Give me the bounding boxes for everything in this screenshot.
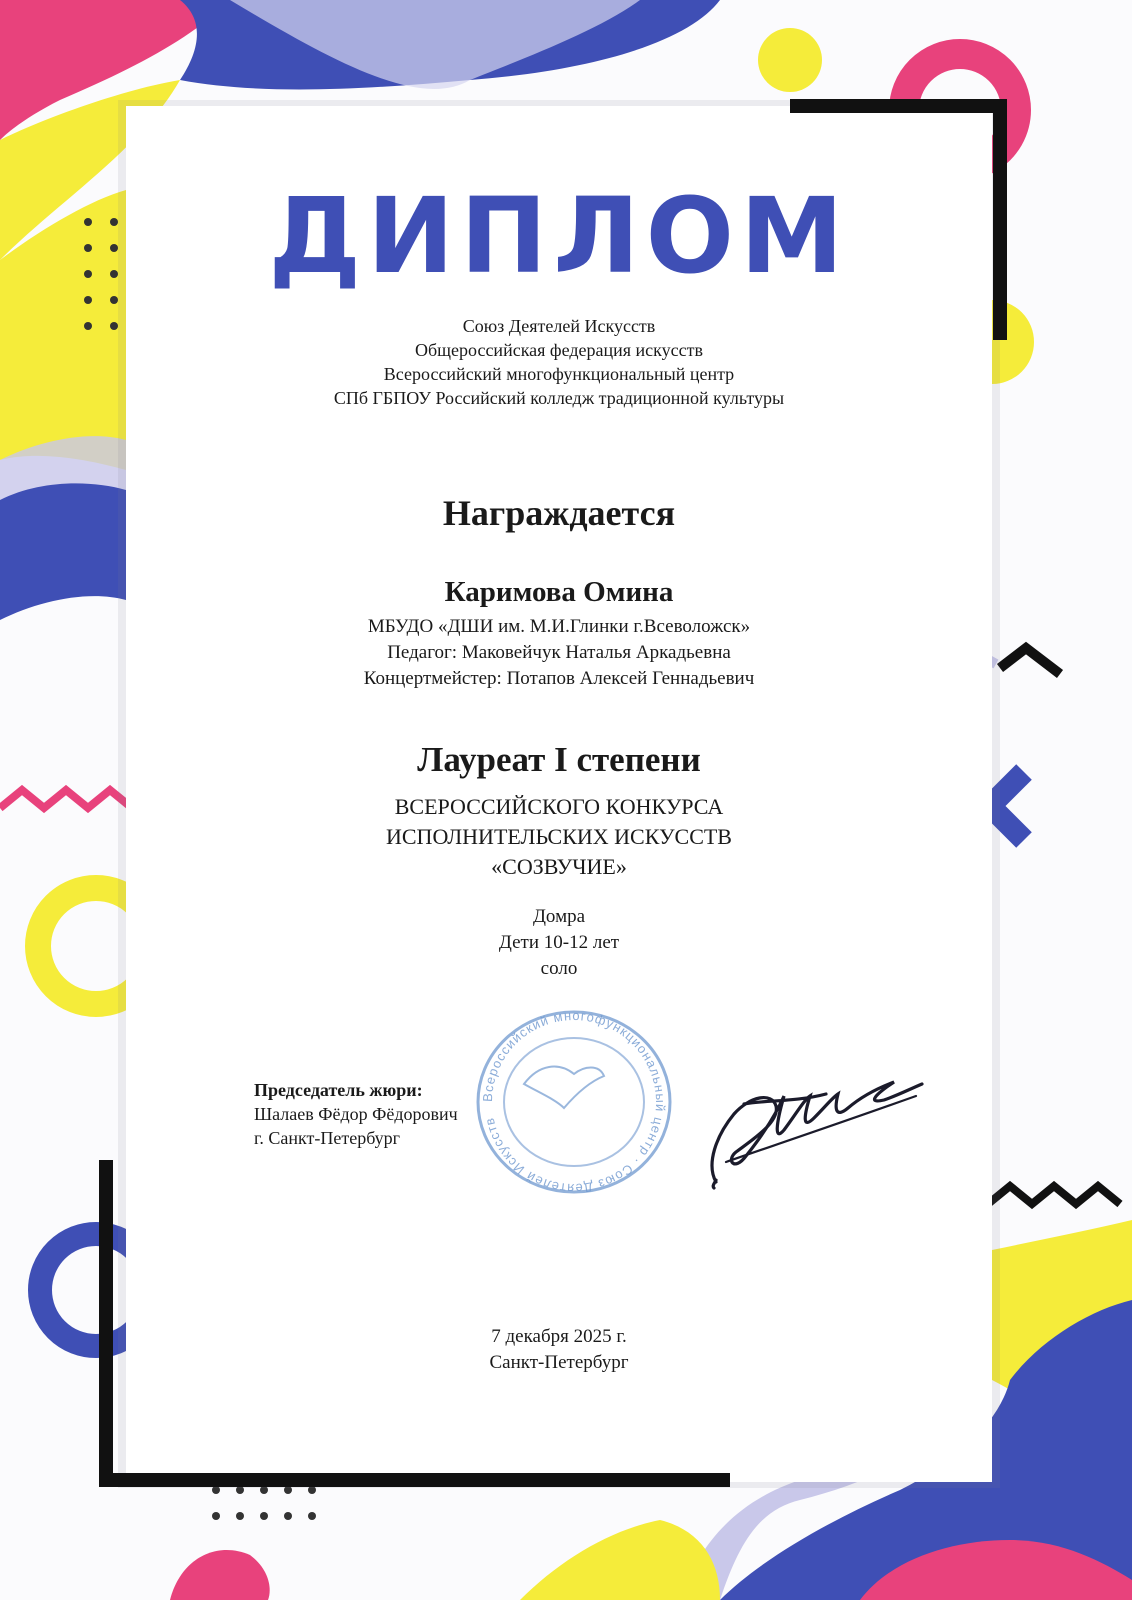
- organization-line: Общероссийская федерация искусств: [415, 340, 703, 360]
- contest-name: [126, 792, 992, 882]
- recipient-name: Каримова Омина: [444, 576, 674, 608]
- awarded-heading: Награждается: [442, 493, 676, 533]
- laureate-degree: Лауреат I степени: [417, 740, 701, 779]
- contest-line: «СОЗВУЧИЕ»: [491, 854, 627, 879]
- jury-city: г. Санкт-Петербург: [254, 1128, 401, 1148]
- contest-line: ИСПОЛНИТЕЛЬСКИХ ИСКУССТВ: [386, 824, 732, 849]
- recipient-school: МБУДО «ДШИ им. М.И.Глинки г.Всеволожск»: [367, 616, 751, 637]
- signature-stroke: [712, 1082, 922, 1188]
- issue-city: Санкт-Петербург: [489, 1352, 629, 1373]
- jury-label: Председатель жюри:: [254, 1080, 423, 1100]
- category-instrument: Домра: [532, 906, 586, 927]
- category-block: [126, 904, 992, 982]
- organization-line: СПб ГБПОУ Российский колледж традиционной культуры: [333, 388, 785, 408]
- contest-line: ВСЕРОССИЙСКОГО КОНКУРСА: [394, 794, 724, 819]
- recipient-teacher: Педагог: Маковейчук Наталья Аркадьевна: [387, 642, 731, 663]
- signature: [566, 1044, 926, 1194]
- pink-blob-bottom-left: [170, 1550, 270, 1600]
- dot-grid-bottom: [212, 1486, 316, 1520]
- black-chevron-right: [1000, 648, 1060, 674]
- recipient-details: [126, 614, 992, 692]
- category-age: Дети 10-12 лет: [498, 932, 620, 953]
- issue-date: 7 декабря 2025 г.: [491, 1326, 627, 1347]
- yellow-wave-bottom: [520, 1520, 720, 1600]
- blue-blob-left: [0, 483, 126, 620]
- signature-underline: [726, 1096, 916, 1162]
- organization-line: Союз Деятелей Искусств: [462, 316, 656, 336]
- organization-line: Всероссийский многофункциональный центр: [383, 364, 735, 384]
- stamp-ring-text: Всероссийский многофункциональный центр · Союз Деятелей Искусств: [479, 1007, 669, 1197]
- yellow-circle-top: [758, 28, 822, 92]
- category-format: соло: [540, 958, 578, 979]
- jury-chair-name: Шалаев Фёдор Фёдорович: [254, 1104, 458, 1124]
- organizations-block: [126, 314, 992, 410]
- diploma-content: [126, 106, 992, 1482]
- diploma-title: ДИПЛОМ: [268, 175, 850, 297]
- recipient-accompanist: Концертмейстер: Потапов Алексей Геннадьевич: [363, 668, 755, 689]
- issue-date-block: [126, 1324, 992, 1376]
